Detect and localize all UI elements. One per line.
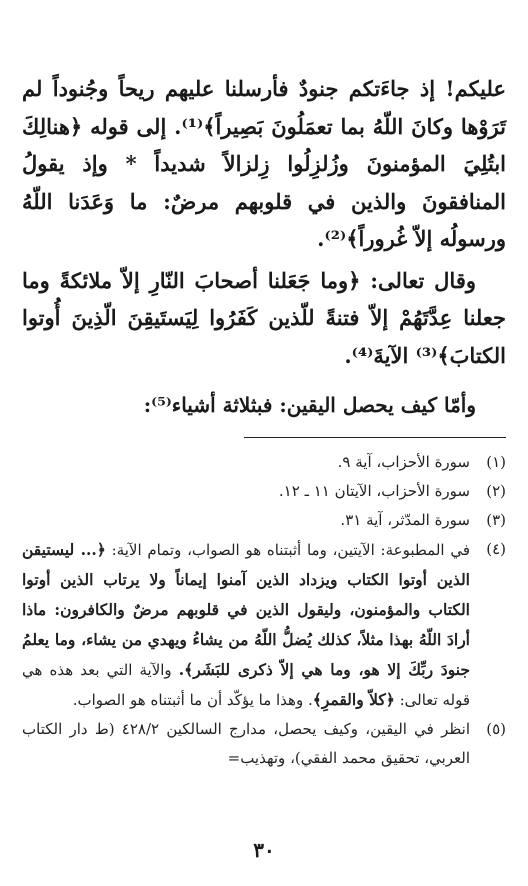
footnote-text: سورة المدّثر، آية ٣١. <box>340 511 470 529</box>
footnote-text: انظر في اليقين، وكيف يحصل، مدارج السالكين ٤٢٨/٢ (ط دار الكتاب العربي، تحقيق محمد الفقي)، وتهذيب= <box>22 720 471 767</box>
footnote-4 <box>22 535 506 715</box>
main-text <box>22 70 506 422</box>
footnote-text: سورة الأحزاب، آية ٩. <box>337 453 470 471</box>
footnote-1 <box>22 448 506 477</box>
footnote-number: (٢) <box>486 482 506 500</box>
footnote-separator <box>244 437 506 438</box>
section-heading: وأمّا كيف يحصل اليقين: فبثلاثة أشياء⁽⁵⁾: <box>143 393 476 417</box>
footnote-3 <box>22 506 506 535</box>
paragraph-1: عليكم! إذ جاءَتكم جنودٌ فأرسلنا عليهم ريحاً وجُنوداً لم تَرَوْها وكانَ اللّهُ بما تعمَلُونَ بَصِيراً﴾⁽¹⁾. إلى قوله ﴿هنالِكَ ابتُلِيَ المؤمنونَ وزُلزِلُوا زِلزالاً شديداً * وإذ يقولُ المنافقونَ والذين في قلوبهم مرضٌ: ما وَعَدَنا اللّهُ ورسولُه إلاّ غُروراً﴾⁽²⁾. <box>22 76 506 251</box>
footnote-text: سورة الأحزاب، الآيتان ١١ ـ ١٢. <box>278 482 470 500</box>
footnote-number: (١) <box>486 453 506 471</box>
footnote-text-part: في المطبوعة: الآيتين، وما أثبتناه هو الصواب، وتمام الآية: <box>111 541 470 559</box>
footnote-number: (٥) <box>486 720 506 738</box>
footnote-text-part: والآية التي بعد هذه هي قوله تعالى: <box>22 661 470 709</box>
page-number: ٣٠ <box>253 838 275 862</box>
footnote-number: (٤) <box>486 540 506 558</box>
paragraph-2: وقال تعالى: ﴿وما جَعَلنا أصحابَ النّارِ إلاّ ملائكةً وما جعلنا عِدَّتَهُمْ إلاّ فتنةً للّذين كَفَرُوا لِيَستَيقِنَ الّذِينَ أُوتوا الكتابَ﴾⁽³⁾ الآيةَ⁽⁴⁾. <box>22 267 506 368</box>
footnote-quote: ﴿كلاّ والقمرِ﴾ <box>312 690 395 709</box>
footnote-2 <box>22 477 506 506</box>
footnote-5 <box>22 715 506 773</box>
footnote-text <box>22 535 470 715</box>
footnote-quote: ﴿... ليستيقن الذين أوتوا الكتاب ويزداد الذين آمنوا إيماناً ولا يرتاب الذين أوتوا الكتاب والمؤمنون، وليقول الذين في قلوبهم مرضٌ والكافرون: ماذا أرادَ اللّهُ بهذا مثلاً، كذلك يُضلُّ اللّهُ من يشاءُ ويهدي من يشاء، وما يعلمُ جنودَ ربِّكَ إلا هو، وما هي إلاّ ذكرى للبَشَر﴾. <box>22 540 470 679</box>
footnotes <box>22 448 506 773</box>
footnote-text-part: . وهذا ما يؤكّد أن ما أثبتناه هو الصواب. <box>72 691 313 709</box>
footnote-number: (٣) <box>486 511 506 529</box>
